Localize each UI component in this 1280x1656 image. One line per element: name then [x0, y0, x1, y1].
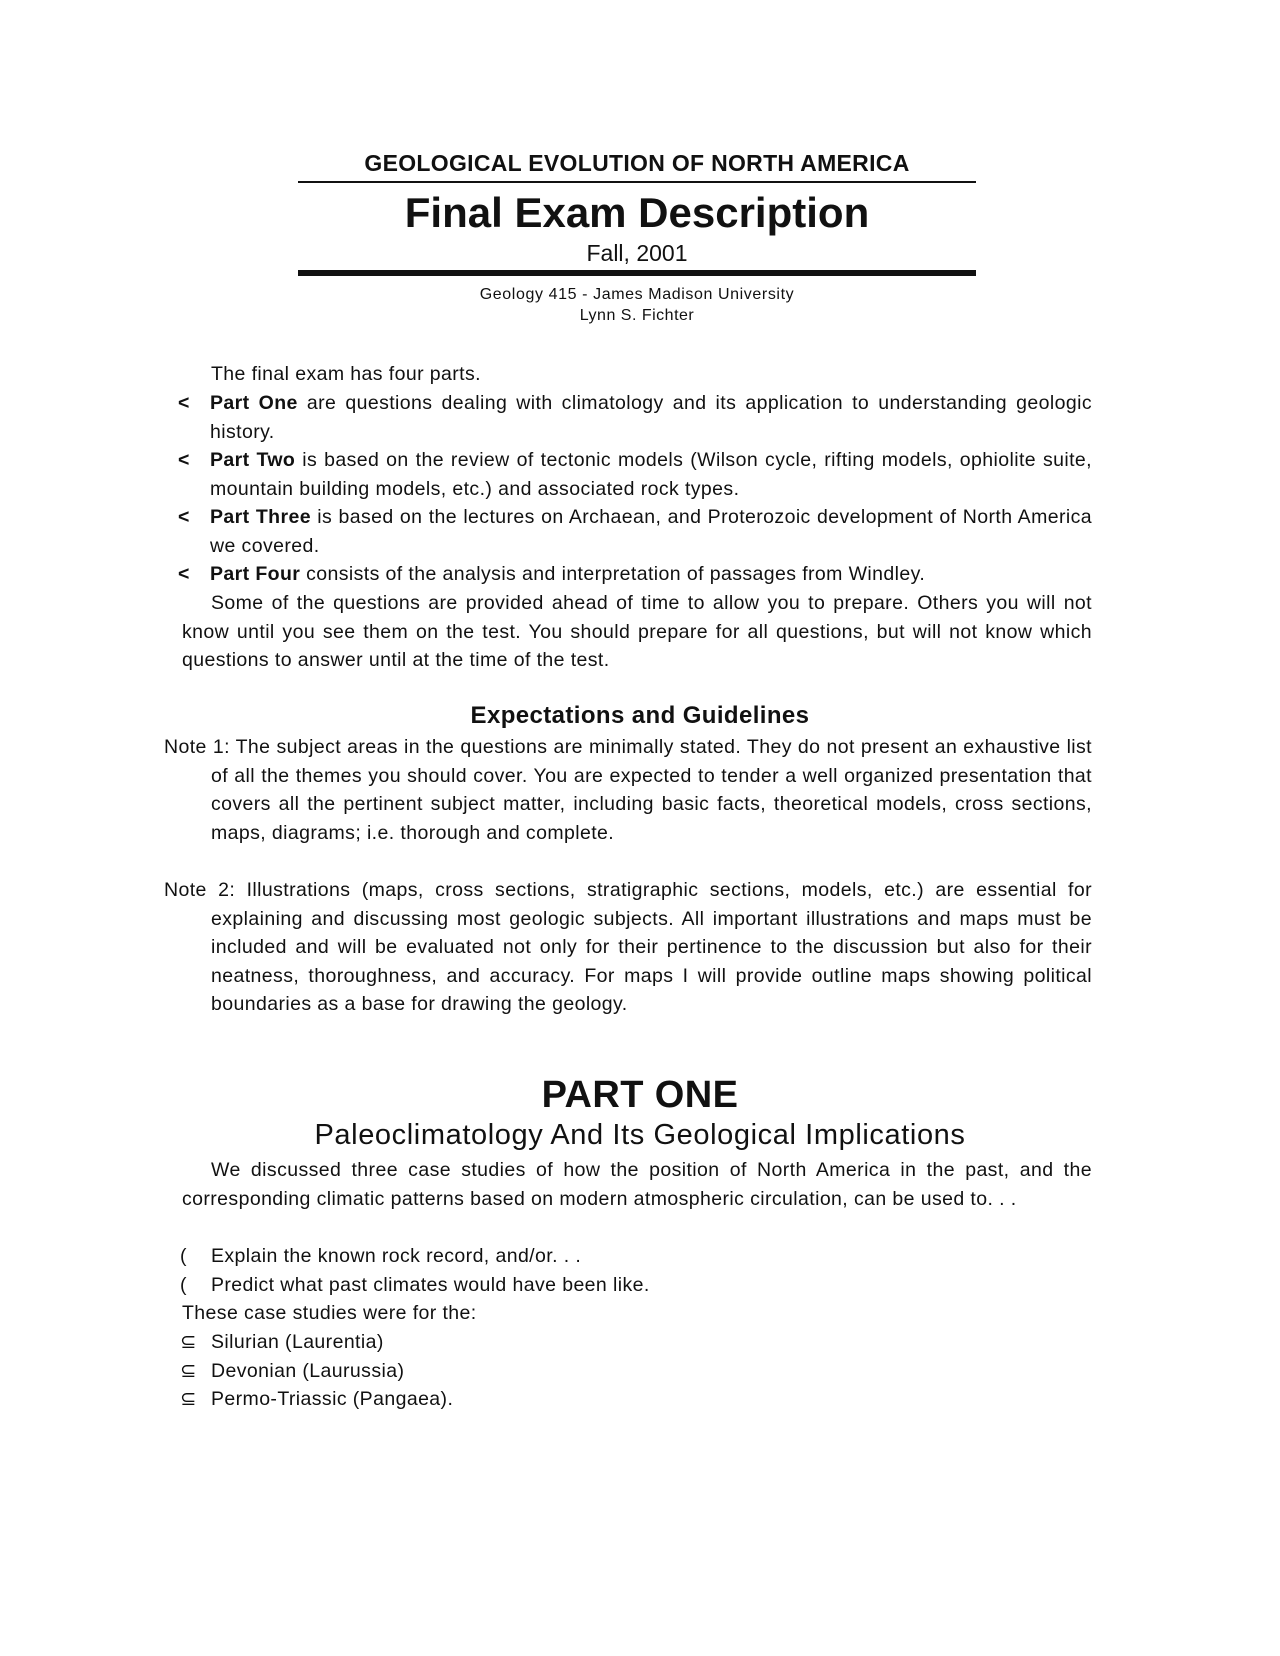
paren-marker: (	[180, 1245, 187, 1267]
exam-term: Fall, 2001	[586, 240, 688, 266]
bullet-marker: <	[178, 563, 190, 585]
header-rule-top	[298, 181, 976, 183]
uses-list	[180, 1242, 1080, 1299]
case-studies-list	[180, 1328, 1080, 1414]
part-description: are questions dealing with climatology and its application to understanding geologic history.	[210, 392, 1092, 443]
use-text: Predict what past climates would have been like.	[211, 1273, 650, 1296]
part-description: is based on the review of tectonic models (Wilson cycle, rifting models, ophiolite suite, mountain building models, etc.) and associated rock types.	[210, 449, 1092, 500]
note-1: Note 1: The subject areas in the questions are minimally stated. They do not present an exhaustive list of all the themes you should cover. You are expected to tender a well organized presentation that covers all the pertinent subject matter, including basic facts, theoretical models, cross sections, maps, diagrams; i.e. thorough and complete.	[164, 736, 1092, 844]
bullet-marker: <	[178, 506, 190, 528]
part-one-subheading: Paleoclimatology And Its Geological Implications	[314, 1119, 966, 1151]
parts-list	[172, 389, 1092, 589]
part-one-intro: We discussed three case studies of how the position of North America in the past, and the corresponding climatic patterns based on modern atmospheric circulation, can be used to. . .	[182, 1159, 1092, 1210]
author-name: Lynn S. Fichter	[579, 307, 695, 324]
list-item	[180, 1328, 1080, 1357]
use-text: Explain the known rock record, and/or. . .	[211, 1245, 582, 1267]
header-rule-bottom	[298, 270, 976, 276]
note-2: Note 2: Illustrations (maps, cross sections, stratigraphic sections, models, etc.) are essential for explaining and discussing most geologic subjects. All important illustrations and maps must be included and will be evaluated not only for their pertinence to the discussion but also for their neatness, thoroughness, and accuracy. For maps I will provide outline maps showing political boundaries as a base for drawing the geology.	[164, 879, 1092, 1015]
subset-marker: ⊆	[180, 1331, 197, 1353]
exam-title: Final Exam Description	[404, 189, 870, 236]
case-study-text: Silurian (Laurentia)	[211, 1331, 384, 1353]
document-header	[298, 148, 976, 326]
part-label: Part Two	[210, 449, 296, 471]
course-affiliation: Geology 415 - James Madison University	[479, 286, 795, 303]
bullet-marker: <	[178, 392, 190, 414]
list-item	[180, 1271, 1080, 1300]
intro-lead: The final exam has four parts.	[211, 363, 481, 385]
intro-closing: Some of the questions are provided ahead of time to allow you to prepare. Others you will not know until you see them on the test. You should prepare for all questions, but will not know which questions to answer until at the time of the test.	[182, 592, 1092, 671]
case-study-text: Devonian (Laurussia)	[211, 1359, 405, 1382]
subset-marker: ⊆	[180, 1388, 197, 1410]
bullet-marker: <	[178, 449, 190, 471]
part-label: Part One	[210, 392, 298, 414]
part-one-heading: PART ONE	[541, 1074, 739, 1116]
list-item	[172, 389, 1092, 446]
case-study-text: Permo-Triassic (Pangaea).	[211, 1388, 454, 1410]
list-item	[172, 560, 1092, 589]
list-item	[180, 1242, 1080, 1271]
part-label: Part Four	[210, 563, 301, 585]
subset-marker: ⊆	[180, 1359, 197, 1382]
expectations-heading: Expectations and Guidelines	[470, 702, 810, 729]
case-studies-lead: These case studies were for the:	[182, 1302, 477, 1324]
list-item	[172, 446, 1092, 503]
list-item	[180, 1385, 1080, 1414]
list-item	[180, 1357, 1080, 1386]
list-item	[172, 503, 1092, 560]
part-description: consists of the analysis and interpretation of passages from Windley.	[300, 563, 926, 585]
part-label: Part Three	[210, 506, 311, 528]
part-description: is based on the lectures on Archaean, and Proterozoic development of North America we covered.	[210, 506, 1092, 557]
paren-marker: (	[180, 1273, 187, 1296]
course-title: GEOLOGICAL EVOLUTION OF NORTH AMERICA	[364, 150, 910, 176]
